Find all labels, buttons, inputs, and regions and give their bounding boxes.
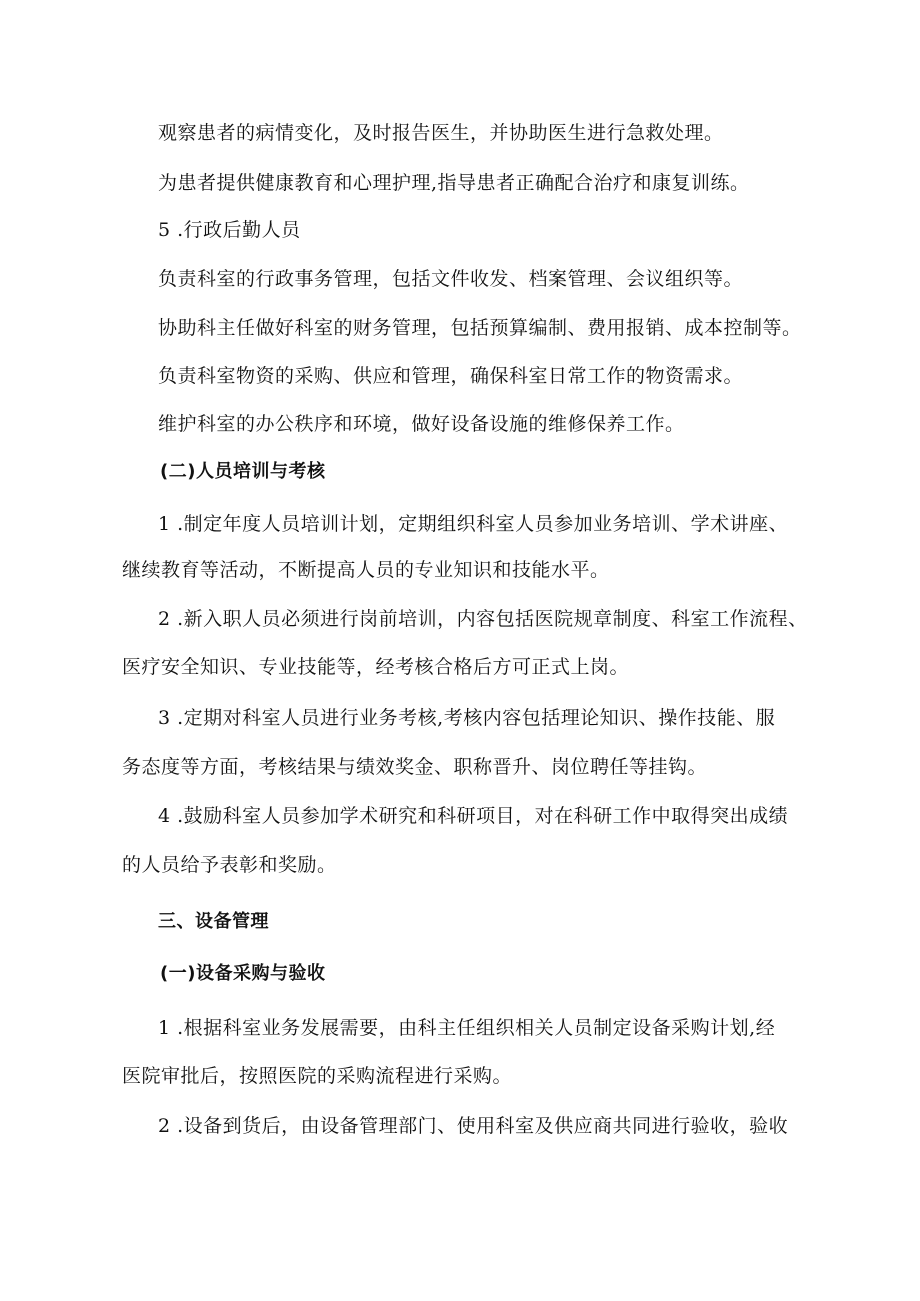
paragraph-line: 负责科室的行政事务管理，包括文件收发、档案管理、会议组织等。 [158,268,744,290]
subsection-heading: (一)设备采购与验收 [160,963,326,984]
paragraph-line: 4 .鼓励科室人员参加学术研究和科研项目，对在科研工作中取得突出成绩 [158,805,789,827]
subsection-heading: (二)人员培训与考核 [160,461,326,482]
paragraph-line: 1 .根据科室业务发展需要，由科主任组织相关人员制定设备采购计划,经 [158,1017,776,1039]
paragraph-line: 维护科室的办公秩序和环境，做好设备设施的维修保养工作。 [158,413,685,435]
paragraph-line: 医疗安全知识、专业技能等，经考核合格后方可正式上岗。 [122,656,630,678]
paragraph-line: 1 .制定年度人员培训计划，定期组织科室人员参加业务培训、学术讲座、 [158,513,789,535]
list-item-heading: 5 .行政后勤人员 [158,219,301,241]
paragraph-line: 2 .新入职人员必须进行岗前培训，内容包括医院规章制度、科室工作流程、 [158,608,808,630]
paragraph-line: 协助科主任做好科室的财务管理，包括预算编制、费用报销、成本控制等。 [158,317,802,339]
paragraph-line: 务态度等方面，考核结果与绩效奖金、职称晋升、岗位聘任等挂钩。 [122,756,708,778]
paragraph-line: 继续教育等活动，不断提高人员的专业知识和技能水平。 [122,559,610,581]
paragraph-line: 3 .定期对科室人员进行业务考核,考核内容包括理论知识、操作技能、服 [158,707,776,729]
paragraph-line: 2 .设备到货后，由设备管理部门、使用科室及供应商共同进行验收，验收 [158,1115,789,1137]
paragraph-line: 医院审批后，按照医院的采购流程进行采购。 [122,1065,513,1087]
paragraph-line: 为患者提供健康教育和心理护理,指导患者正确配合治疗和康复训练。 [158,172,750,194]
paragraph-line: 的人员给予表彰和奖励。 [122,854,337,876]
paragraph-line: 观察患者的病情变化，及时报告医生，并协助医生进行急救处理。 [158,122,724,144]
paragraph-line: 负责科室物资的采购、供应和管理，确保科室日常工作的物资需求。 [158,365,744,387]
section-heading: 三、设备管理 [158,911,269,932]
